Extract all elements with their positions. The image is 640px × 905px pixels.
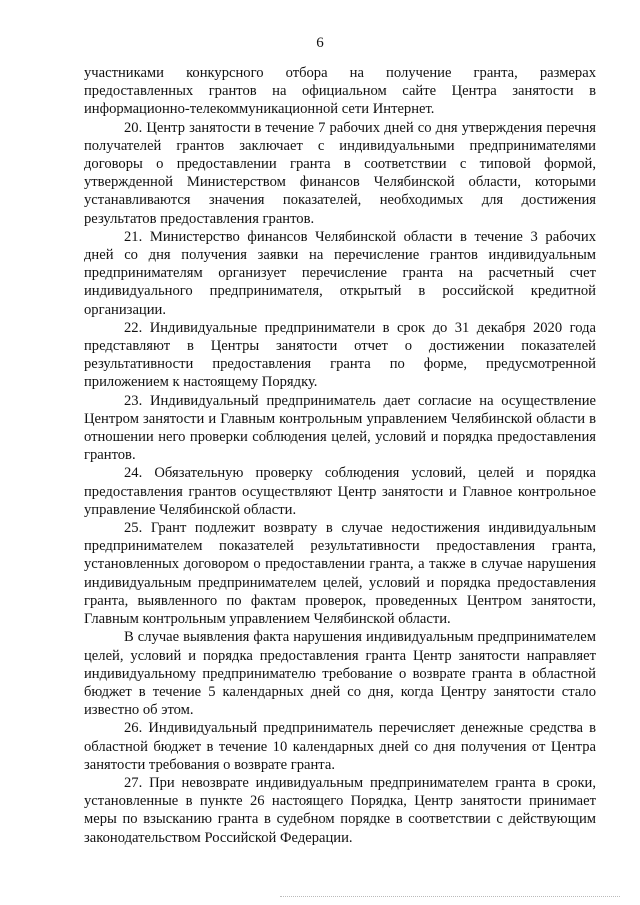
page-number: 6 [316, 35, 324, 51]
paragraph-27: 27. При невозврате индивидуальным предпринимателем гранта в сроки, установленные в пункте 26 настоящего Порядка, Центр занятости принимает меры по взысканию гранта в судебном порядке в соответствии с действующим законодательством Российской Федерации. [84, 774, 596, 846]
paragraph-continuation: участниками конкурсного отбора на получение гранта, размерах предоставленных грантов на официальном сайте Центра занятости в информационно-телекоммуникационной сети Интернет. [84, 65, 596, 118]
paragraph-21: 21. Министерство финансов Челябинской области в течение 3 рабочих дней со дня получения заявки на перечисление грантов индивидуальным предпринимателям организует перечисление гранта на расчетный счет индивидуального предпринимателя, открытый в российской кредитной организации. [84, 228, 596, 318]
scan-edge-line [280, 896, 620, 897]
paragraph-22: 22. Индивидуальные предприниматели в срок до 31 декабря 2020 года представляют в Центры занятости отчет о достижении показателей результативности предоставления гранта по форме, предусмотренной приложением к настоящему Порядку. [84, 319, 596, 391]
paragraph-23: 23. Индивидуальный предприниматель дает согласие на осуществление Центром занятости и Главным контрольным управлением Челябинской области в отношении него проверки соблюдения целей, условий и порядка предоставления грантов. [84, 392, 596, 464]
paragraph-24: 24. Обязательную проверку соблюдения условий, целей и порядка предоставления грантов осуществляют Центр занятости и Главное контрольное управление Челябинской области. [84, 465, 596, 518]
document-body [84, 64, 596, 847]
paragraph-26: 26. Индивидуальный предприниматель перечисляет денежные средства в областной бюджет в течение 10 календарных дней со дня получения от Центра занятости требования о возврате гранта. [84, 720, 596, 773]
paragraph-25-continuation: В случае выявления факта нарушения индивидуальным предпринимателем целей, условий и порядка предоставления гранта Центр занятости направляет индивидуальному предпринимателю требование о возврате гранта в областной бюджет в течение 5 календарных дней со дня, когда Центру занятости стало известно об этом. [84, 629, 596, 719]
paragraph-25: 25. Грант подлежит возврату в случае недостижения индивидуальным предпринимателем показателей результативности предоставления гранта, установленных договором о предоставлении гранта, а также в случае нарушения индивидуальным предпринимателем целей, условий и порядка предоставления гранта, выявленного по фактам проверок, проведенных Центром занятости, Главным контрольным управлением Челябинской области. [84, 520, 596, 628]
paragraph-20: 20. Центр занятости в течение 7 рабочих дней со дня утверждения перечня получателей грантов заключает с индивидуальными предпринимателями договоры о предоставлении гранта в соответствии с типовой формой, утвержденной Министерством финансов Челябинской области, которыми устанавливаются значения показателей, необходимых для достижения результатов предоставления грантов. [84, 119, 596, 227]
